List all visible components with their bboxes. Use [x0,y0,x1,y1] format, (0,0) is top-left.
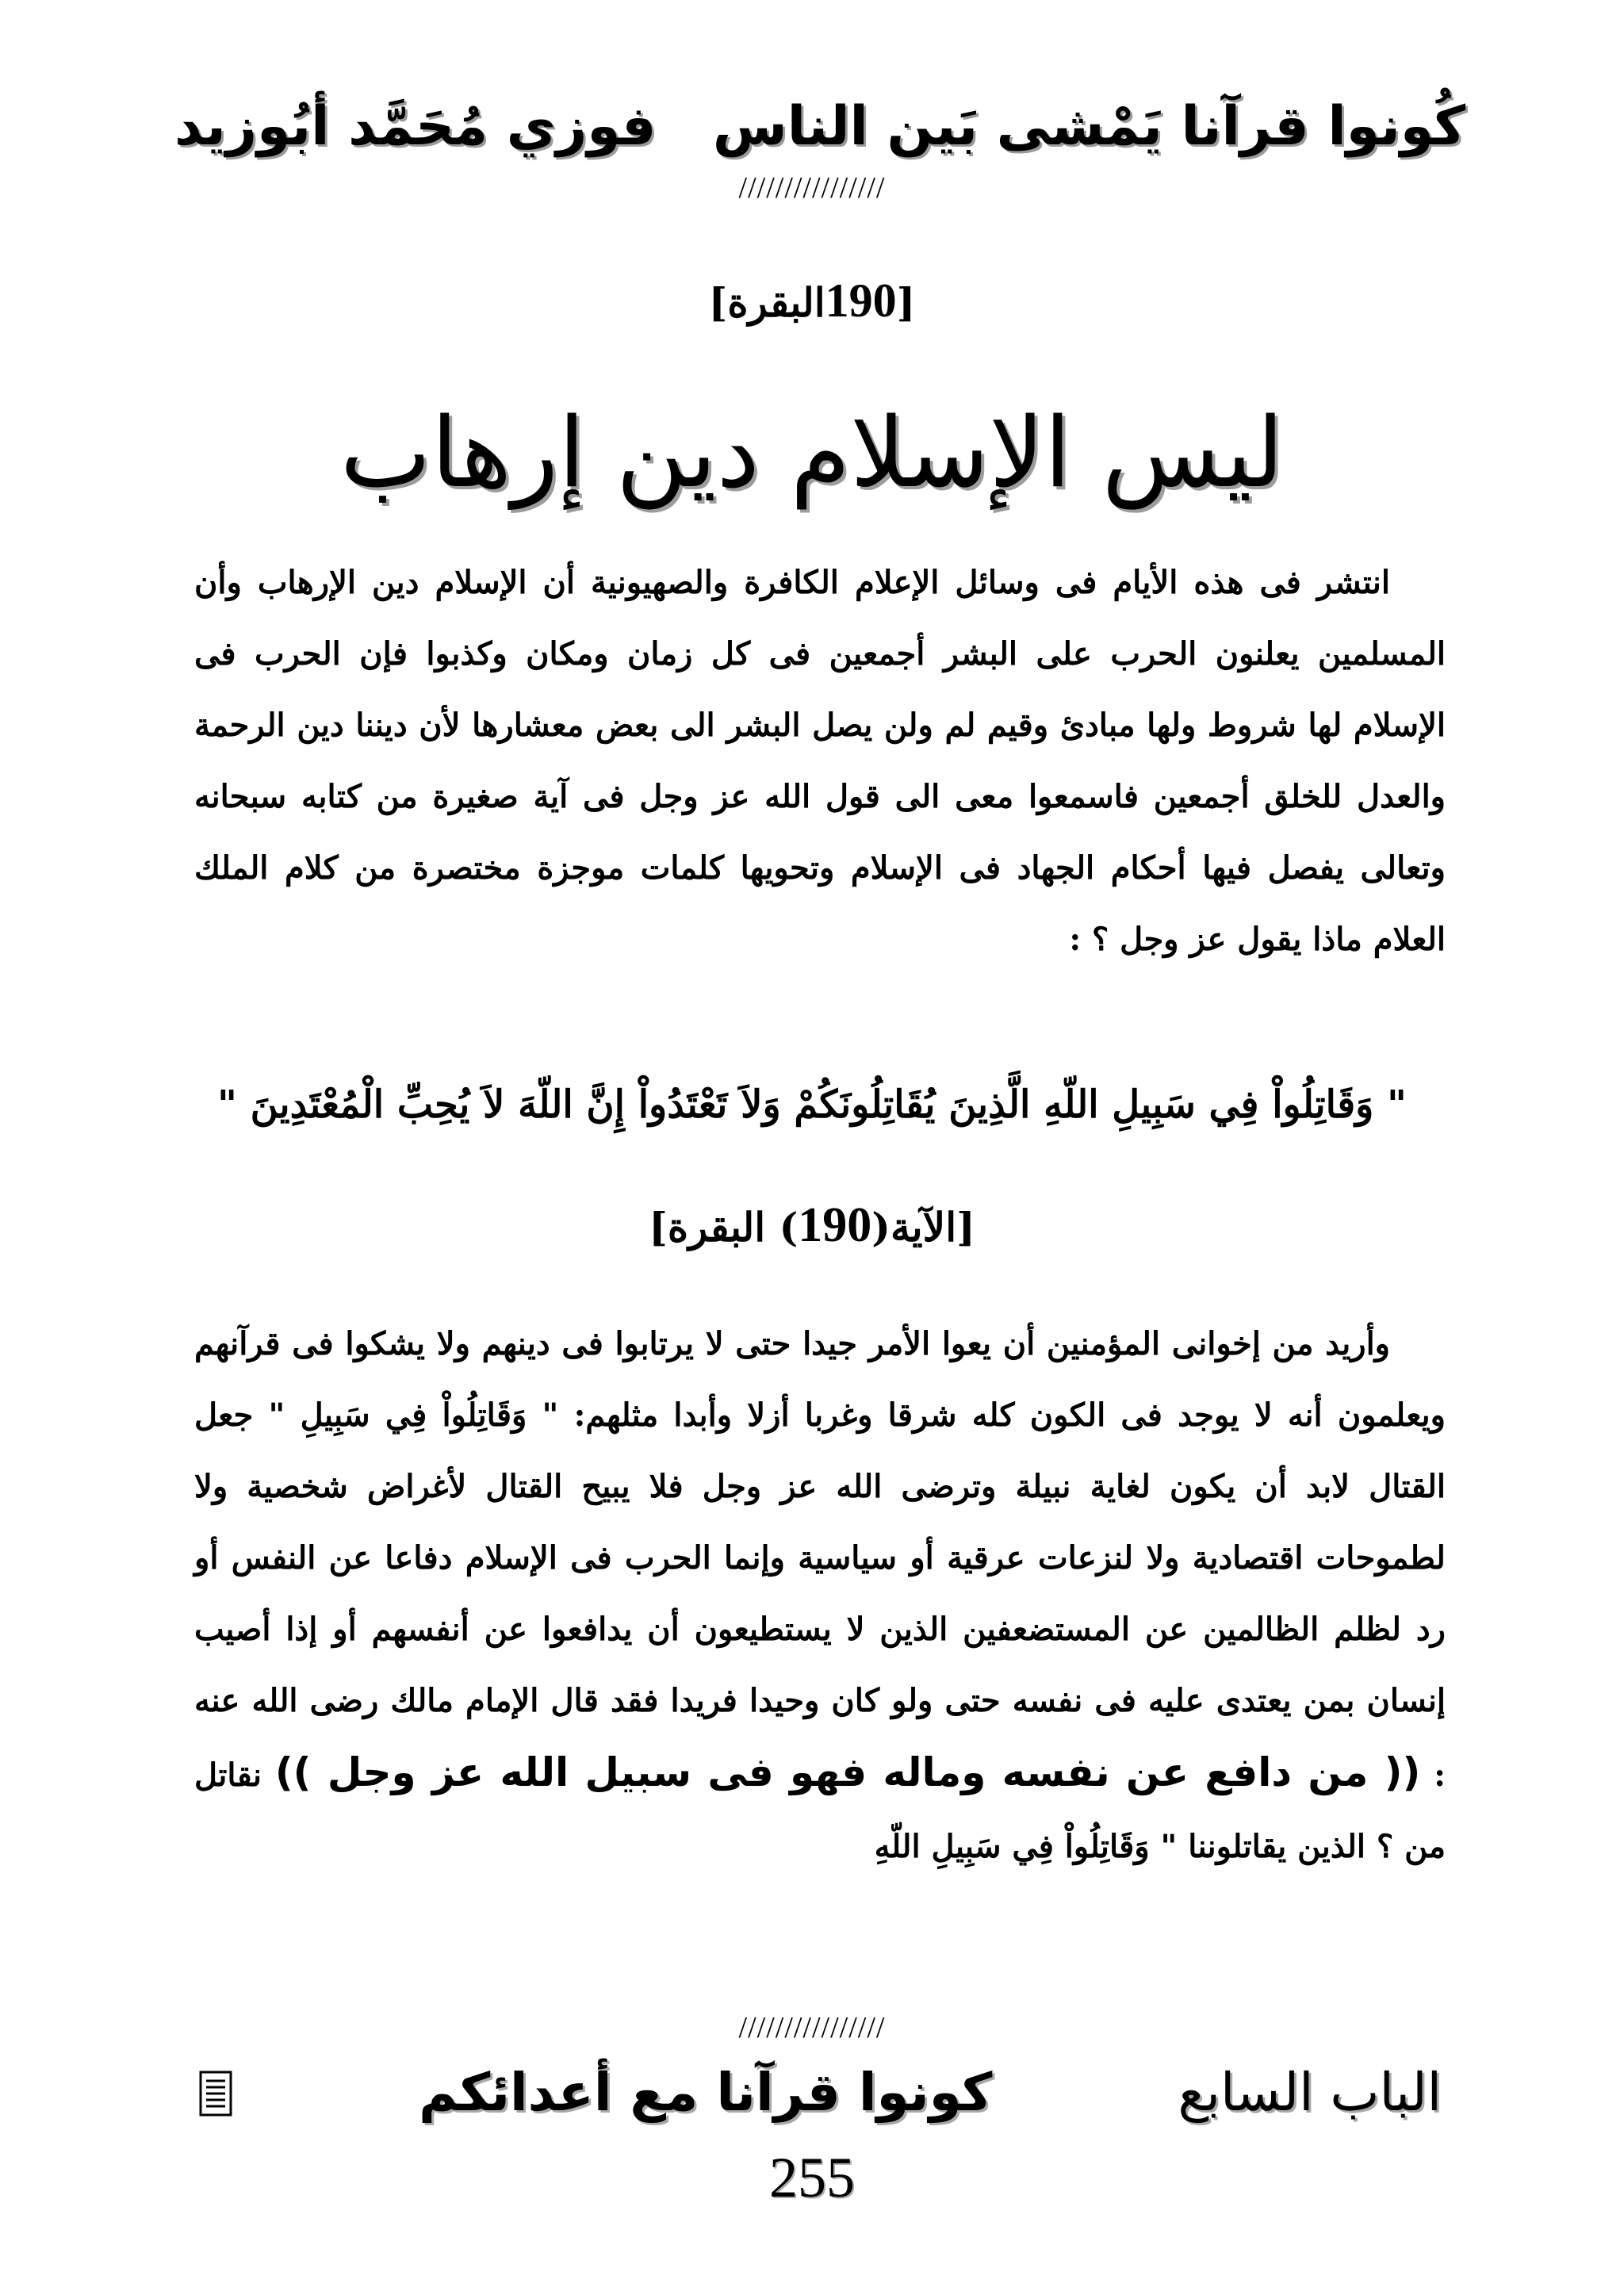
author-name: فوزي مُحَمَّد أبُوزيد [174,95,657,158]
explanation-text-part1: وأريد من إخوانى المؤمنين أن يعوا الأمر جيدا حتى لا يرتابوا فى دينهم ولا يشكوا فى قرآنهم ويعلمون أنه لا يوجد فى الكون كله شرقا وغربا أزلا وأبدا مثلهم: " وَقَاتِلُواْ فِي سَبِيلِ " جعل القتال لابد أن يكون لغاية نبيلة وترضى الله عز وجل فلا يبيح القتال لأغراض شخصية ولا لطموحات اقتصادية ولا لنزعات عرقية أو سياسية وإنما الحرب فى الإسلام دفاعا عن النفس أو رد لظلم الظالمين عن المستضعفين الذين لا يستطيعون أن يدافعوا عن أنفسهم أو إذا أصيب إنسان بمن يعتدى عليه فى نفسه حتى ولو كان وحيدا فريدا فقد قال الإمام مالك رضى الله عنه : [194,1325,1446,1794]
ref-close-bracket: ] [708,279,728,326]
explanation-paragraph [194,1308,1446,1883]
verse-ref-number: 190 [798,1198,872,1252]
book-part-title: كونوا قرآنا مع أعدائكم [419,2062,993,2123]
chapter-name: الباب السابع [1178,2062,1442,2123]
page-number: 255 [769,2146,855,2209]
document-icon [198,2069,233,2117]
verse-ref-label: [الآية [890,1204,975,1251]
verse-ref-paren-close: ) [779,1204,799,1251]
footer-separator: //////////////// [738,2011,886,2044]
intro-paragraph-text: انتشر فى هذه الأيام فى وسائل الإعلام الكافرة والصهيونية أن الإسلام دين الإرهاب وأن المسلمين يعلنون الحرب على البشر أجمعين فى كل زمان ومكان وكذبوا فإن الحرب فى الإسلام لها شروط ولها مبادئ وقيم لم ولن يصل البشر الى بعض معشارها لأن ديننا دين الرحمة والعدل للخلق أجمعين فاسمعوا معى الى قول الله عز وجل فى آية صغيرة من كتابه سبحانه وتعالى يفصل فيها أحكام الجهاد فى الإسلام وتحويها كلمات موجزة مختصرة من كلام الملك العلام ماذا يقول عز وجل ؟ : [194,564,1446,958]
ref-verse-number: 190 [825,274,897,327]
verse-ref-paren-open: ( [871,1204,891,1251]
page-title: ليس الإسلام دين إرهاب [339,397,1285,509]
header-separator: //////////////// [738,171,886,205]
explanation-text-part2: نقاتل من ؟ الذين يقاتلوننا " وَقَاتِلُواْ فِي سَبِيلِ اللّهِ [194,1757,1446,1865]
page-header [174,95,1465,158]
verse-ref-surah: البقرة] [649,1204,766,1251]
page-footer [198,2062,1442,2123]
verse-reference [0,1197,1624,1254]
book-title: كُونوا قرآنا يَمْشى بَين الناس [712,95,1465,158]
surah-reference-top [0,274,1624,328]
quran-verse: " وَقَاتِلُواْ فِي سَبِيلِ اللّهِ الَّذِينَ يُقَاتِلُونَكُمْ وَلاَ تَعْتَدُواْ إِنَّ اللّهَ لاَ يُحِبِّ الْمُعْتَدِينَ " [216,1082,1408,1127]
intro-paragraph [194,547,1446,975]
imam-malik-quote: (( من دافع عن نفسه وماله فهو فى سبيل الله عز وجل )) [274,1749,1421,1795]
ref-surah-name: البقرة [727,279,825,326]
ref-open-bracket: [ [896,279,916,326]
